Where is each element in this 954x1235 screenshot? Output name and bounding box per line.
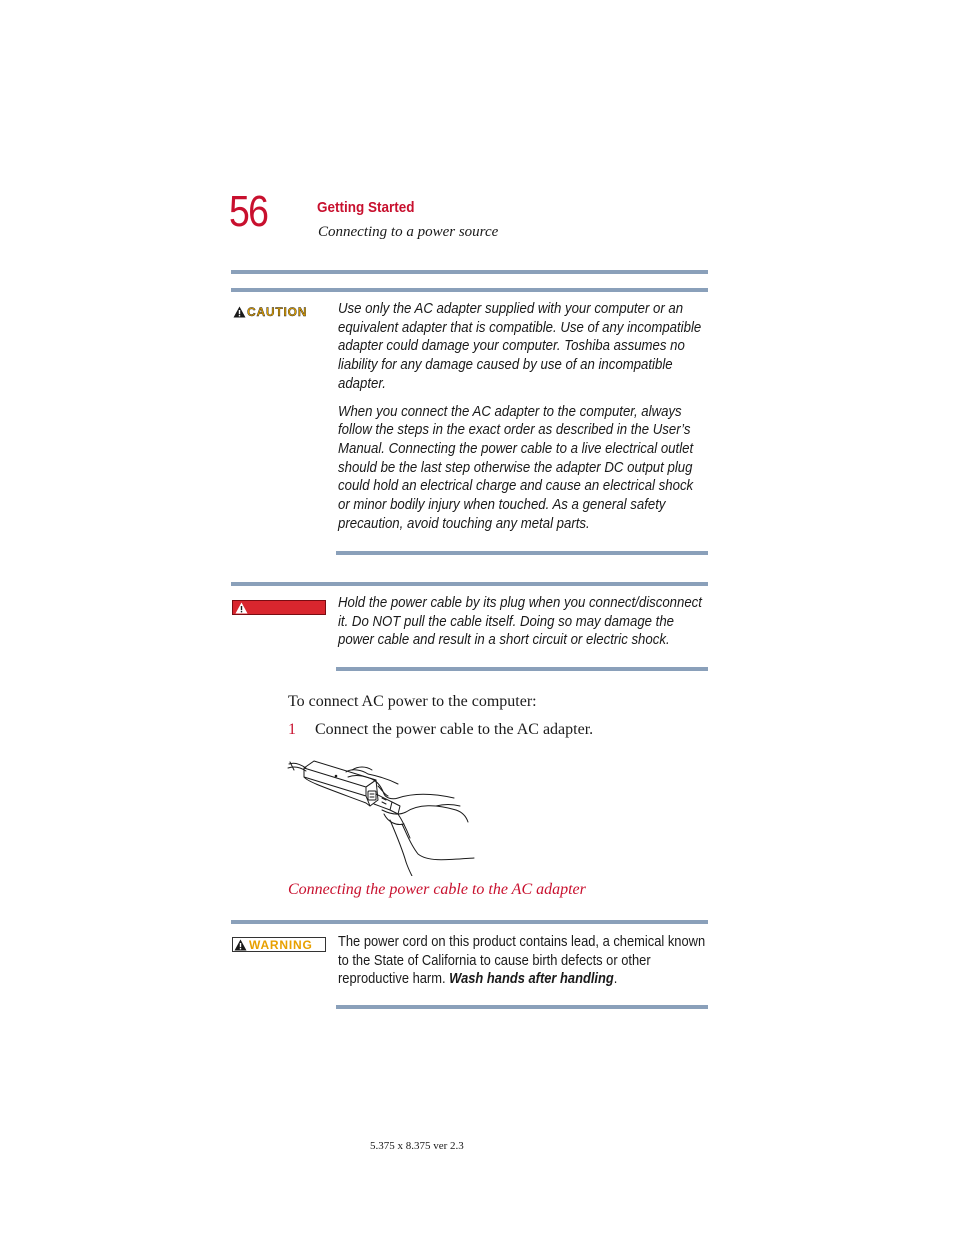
danger-badge [232,600,326,615]
caution-text [338,300,708,533]
procedure-intro: To connect AC power to the computer: [288,693,537,710]
warning-text-end: . [613,970,618,988]
caution-paragraph-2: When you connect the AC adapter to the computer, always follow the steps in the exact order as described in the User’s Manual. Connecting the power cable to a live electrical outlet should be the last step otherwise the adapter DC output plug could hold an electrical charge and cause an electrical shock or minor bodily injury when touched. As a general safety precaution, avoid touching any metal parts. [338,402,694,532]
section-title: Connecting to a power source [318,224,499,240]
footer-version: 5.375 x 8.375 ver 2.3 [370,1140,464,1152]
warning-label: WARNING [249,937,313,952]
warning-badge [232,937,326,952]
ac-adapter-illustration [286,758,478,876]
warning-text-emphasis: Wash hands after handling [449,970,614,988]
caution-label: CAUTION [247,304,308,319]
caution-badge [233,304,325,319]
caution-paragraph-1: Use only the AC adapter supplied with your computer or an equivalent adapter that is compatible. Use of any incompatible adapter could damage your computer. Toshiba assumes no liability for any damage caused by use of an incompatible adapter. [338,300,702,392]
caution-rule-bottom [336,551,708,555]
warning-triangle-icon [233,306,246,318]
divider-top [231,270,708,274]
warning-text-main: The power cord on this product contains lead, a chemical known to the State of California to cause birth defects or other reproductive harm. [338,933,706,988]
warning-triangle-icon [235,602,248,614]
step-number: 1 [288,721,296,738]
warning-rule-top [231,920,708,924]
chapter-title: Getting Started [317,199,415,216]
step-text: Connect the power cable to the AC adapter. [315,721,594,738]
figure-caption: Connecting the power cable to the AC adapter [288,881,586,898]
warning-triangle-icon [234,939,247,951]
danger-rule-top [231,582,708,586]
warning-text [338,933,708,989]
danger-rule-bottom [336,667,708,671]
page-number: 56 [229,187,268,236]
warning-rule-bottom [336,1005,708,1009]
caution-rule-top [231,288,708,292]
danger-text: Hold the power cable by its plug when you connect/disconnect it. Do NOT pull the cable itself. Doing so may damage the power cable and result in a short circuit or electric shock. [338,594,702,649]
